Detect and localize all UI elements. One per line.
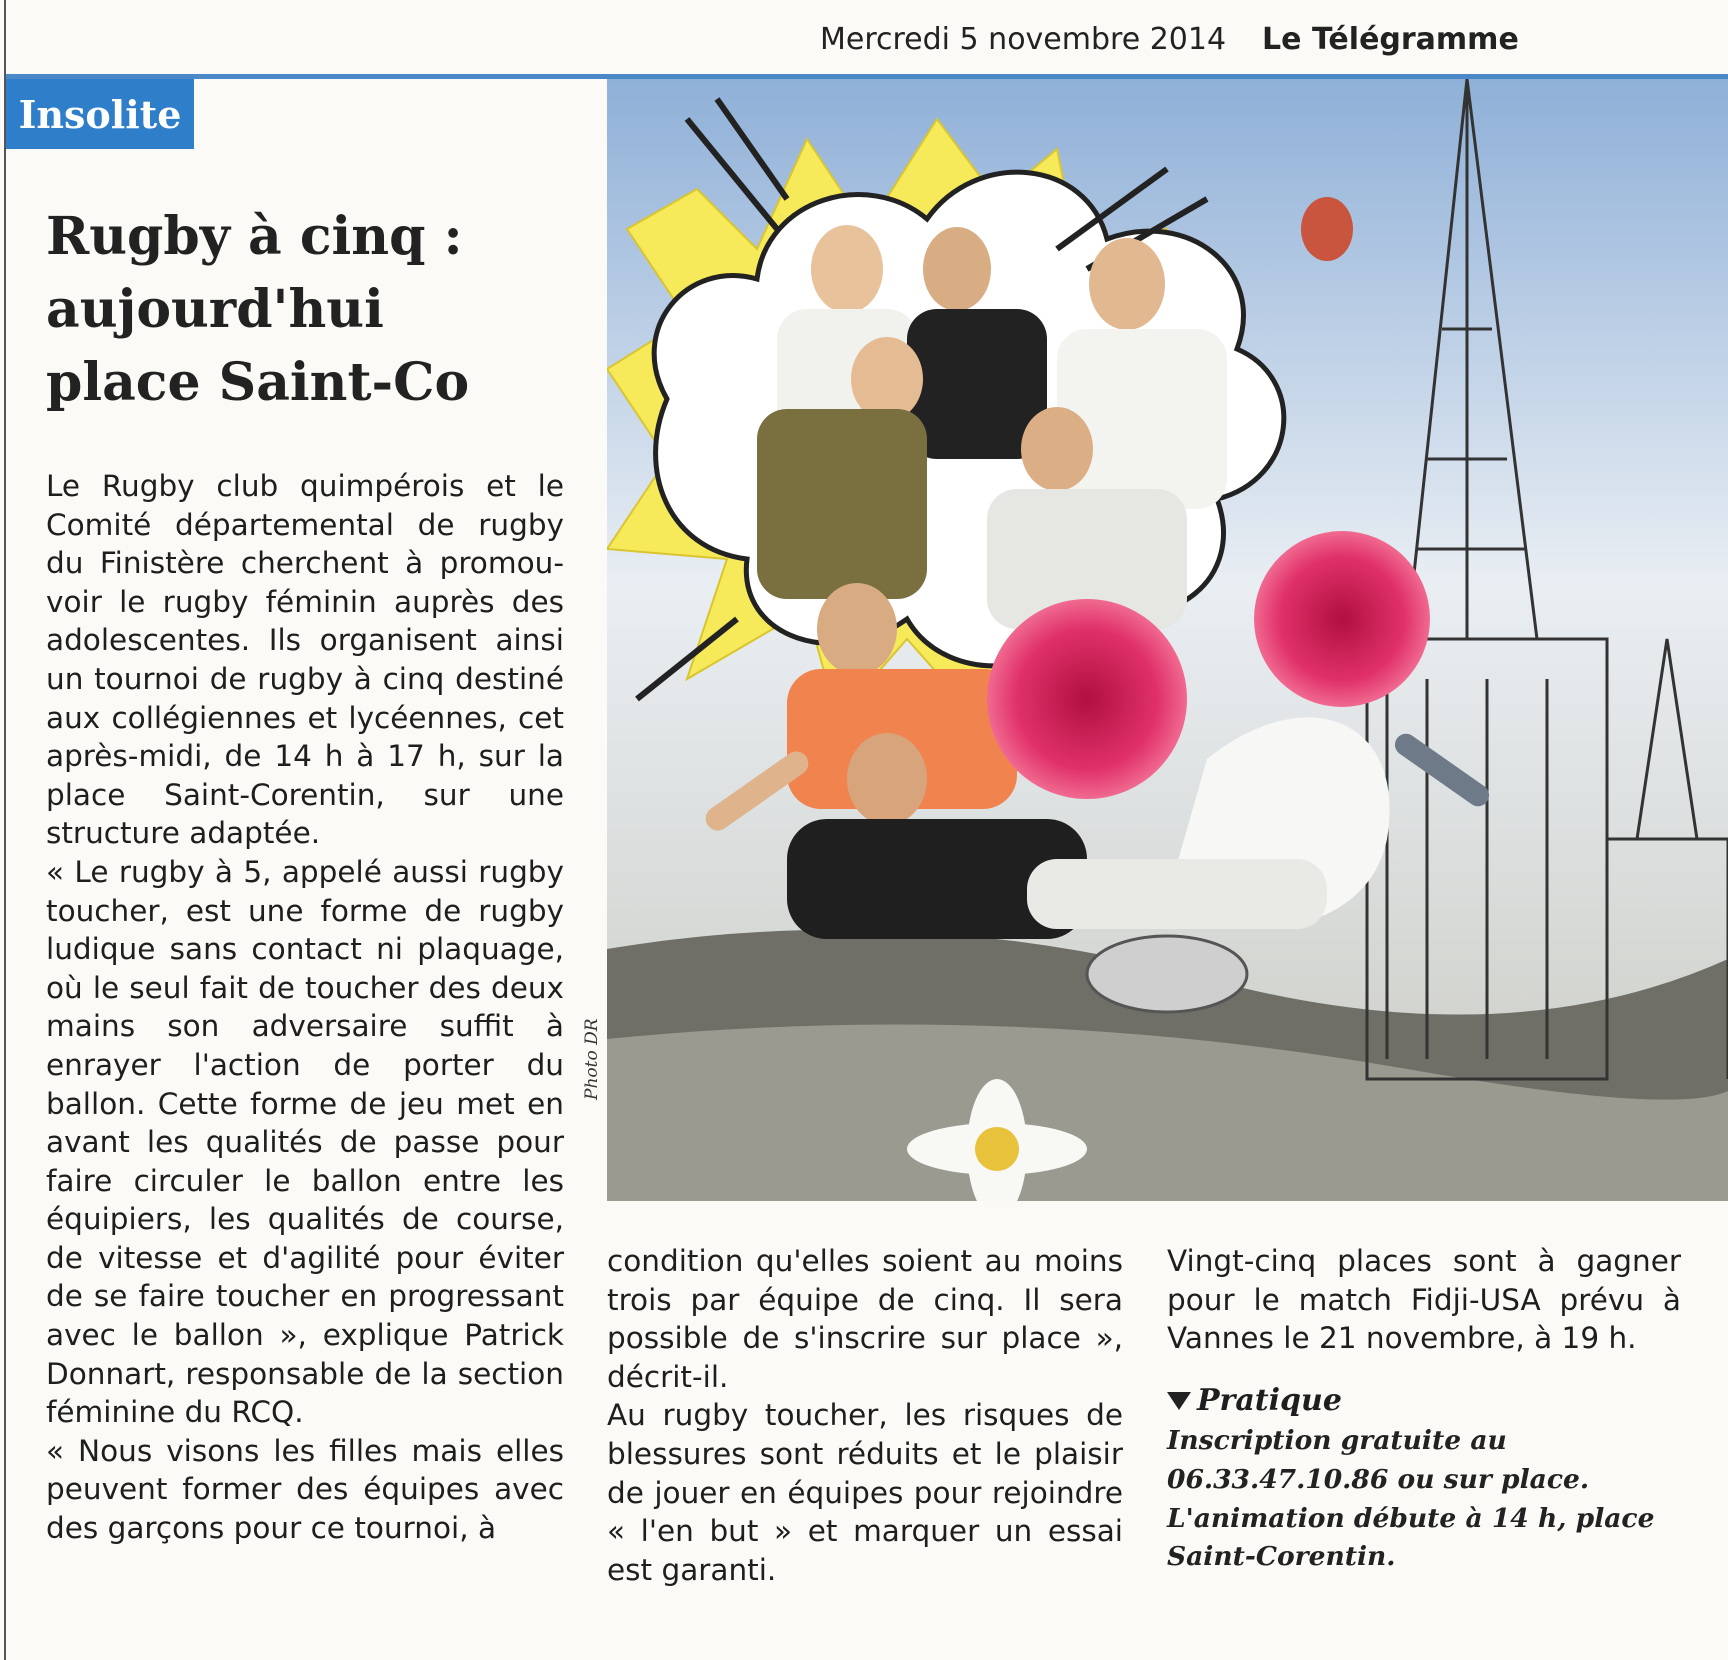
pratique-heading [1167,1382,1681,1421]
paragraph: Au rugby toucher, les risques de blessures sont réduits et le plaisir de jouer en équipes pour rejoindre « l'en but » et marquer un essai est garanti. [607,1398,1123,1587]
page-edge [4,0,6,1660]
paragraph: Vingt-cinq places sont à gagner pour le match Fidji-USA prévu à Vannes le 21 novembre, à 19 h. [1167,1244,1681,1356]
pratique-text: Inscription gratuite au 06.33.47.10.86 ou sur place. L'animation débute à 14 h, place Saint-Corentin. [1167,1425,1655,1573]
issue-date: Mercredi 5 novembre 2014 [820,21,1227,57]
paragraph: condition qu'elles soient au moins trois par équipe de cinq. Il sera possible de s'inscrire sur place », décrit-il. [607,1244,1123,1394]
section-rubric: Insolite [6,79,194,149]
pompom [1254,531,1430,707]
article-column-1 [46,467,564,1548]
article-column-2 [607,1242,1123,1589]
triangle-down-icon [1167,1392,1191,1410]
paragraph: Le Rugby club quimpérois et le Comité départemental de rugby du Finistère cherchent à promouvoir le rugby féminin auprès des adolescentes. Ils organisent ainsi un tournoi de rugby à cinq destiné aux collégiennes et lycéennes, cet après-midi, de 14 h à 17 h, sur la place Saint-Corentin, sur une structure adaptée. [46,469,564,851]
pompom [987,599,1187,799]
pratique-title: Pratique [1197,1382,1342,1418]
article-column-3 [1167,1242,1681,1577]
article-headline: Rugby à cinq : aujourd'hui place Saint-Co [46,206,470,413]
photo-credit: Photo DR [582,1018,602,1100]
photo-illustration [607,79,1728,1201]
article-photo [607,79,1728,1201]
paragraph: « Nous visons les filles mais elles peuvent former des équipes avec des garçons pour ce tournoi, à [46,1433,564,1546]
page-header [820,14,1528,64]
paragraph: « Le rugby à 5, appelé aussi rugby toucher, est une forme de rugby ludique sans contact ni plaquage, où le seul fait de toucher des deux mains son adversaire suffit à enrayer l'action de porter du ballon. Cette forme de jeu met en avant les qualités de passe pour faire circuler le ballon entre les équipiers, les qualités de course, de vitesse et d'agilité pour éviter de se faire toucher en progressant avec le ballon », explique Patrick Donnart, responsable de la section féminine du RCQ. [46,854,564,1430]
newspaper-name: Le Télégramme [1262,21,1519,57]
